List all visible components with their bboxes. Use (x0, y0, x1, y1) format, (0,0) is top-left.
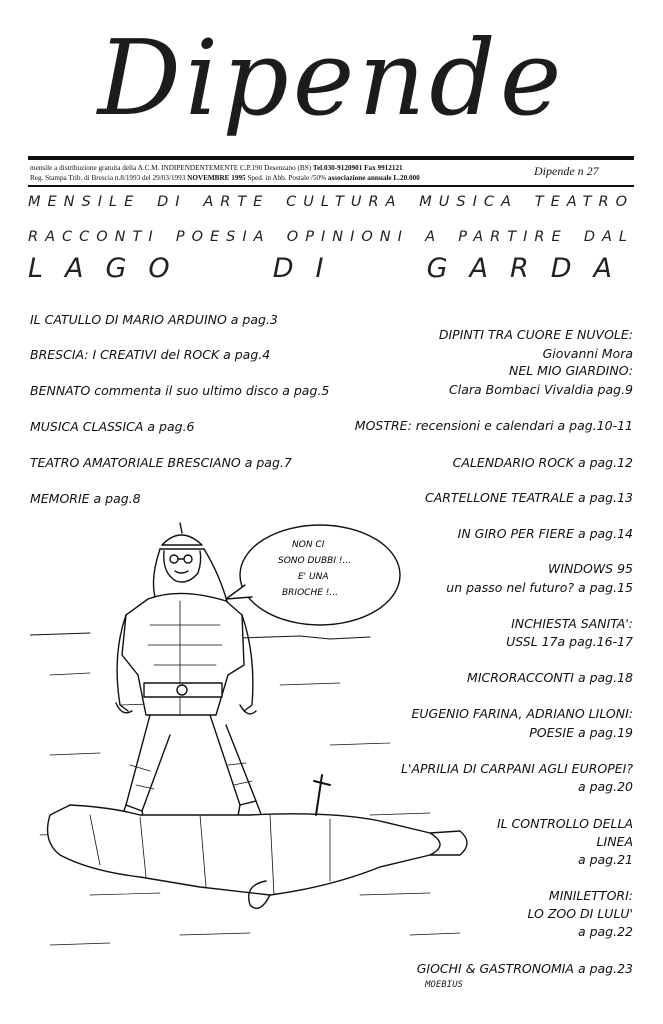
toc-right-item: MOSTRE: recensioni e calendari a pag.10-11 (354, 418, 633, 433)
toc-left-item: MEMORIE a pag.8 (30, 491, 141, 506)
artist-signature: MOEBIUS (425, 980, 463, 990)
bubble-text-line1: NON CI (292, 540, 325, 550)
toc-right-item: USSL 17a pag.16-17 (506, 634, 633, 649)
bubble-text-line2: SONO DUBBI !... (278, 556, 352, 566)
postal-text: Sped. in Abb. Postale /50% (247, 174, 327, 182)
toc-right-item: L'APRILIA DI CARPANI AGLI EUROPEI? (401, 761, 633, 776)
toc-right-item: LINEA (596, 834, 633, 849)
header-rule-top (28, 156, 634, 160)
toc-right-item: un passo nel futuro? a pag.15 (446, 580, 633, 595)
toc-right-item: IN GIRO PER FIERE a pag.14 (457, 526, 633, 541)
toc-left-item: BRESCIA: I CREATIVI del ROCK a pag.4 (30, 347, 271, 362)
toc-right-item: MINILETTORI: (548, 888, 633, 903)
toc-right-item: POESIE a pag.19 (529, 725, 633, 740)
toc-right-item: a pag.22 (577, 924, 633, 939)
toc-right-item: NEL MIO GIARDINO: (508, 363, 633, 378)
registration-text: Reg. Stampa Trib. di Brescia n.8/1993 del 29/03/1993 (30, 174, 186, 182)
toc-right-item: IL CONTROLLO DELLA (496, 816, 633, 831)
issue-date: NOVEMBRE 1995 (187, 174, 246, 182)
toc-right-item: DIPINTI TRA CUORE E NUVOLE: (438, 327, 633, 342)
toc-left-item: MUSICA CLASSICA a pag.6 (30, 419, 195, 434)
subtitle-line-3: LAGO DI GARDA (28, 253, 634, 284)
bubble-text-line4: BRIOCHE !... (282, 588, 338, 598)
toc-right-item: Clara Bombaci Vivaldia pag.9 (449, 382, 633, 397)
publisher-info-line2 (30, 174, 420, 182)
bubble-text-line3: E' UNA (298, 572, 329, 582)
toc-right-item: GIOCHI & GASTRONOMIA a pag.23 (416, 961, 633, 976)
toc-right-item: MICRORACCONTI a pag.18 (467, 670, 633, 685)
comic-illustration (30, 515, 490, 995)
publisher-info-text: mensile a distribuzione gratuita della A.C.M. INDIPENDENTEMENTE C.P.190 Desenzano (BS) (30, 164, 312, 172)
toc-right-item: a pag.20 (577, 779, 633, 794)
subscription-text: associazione annuale L.20.000 (327, 174, 420, 182)
toc-right-item: INCHIESTA SANITA': (511, 616, 633, 631)
toc-right-item: LO ZOO DI LULU' (527, 906, 633, 921)
toc-right-item: WINDOWS 95 (547, 561, 633, 576)
subtitle-line-2: RACCONTI POESIA OPINIONI A PARTIRE DAL (28, 229, 634, 245)
header-rule-bottom (28, 185, 634, 187)
toc-right-item: CARTELLONE TEATRALE a pag.13 (424, 490, 633, 505)
toc-right-item: CALENDARIO ROCK a pag.12 (452, 455, 633, 470)
publisher-info-line1 (30, 164, 403, 172)
toc-right-item: EUGENIO FARINA, ADRIANO LILONI: (411, 706, 633, 721)
toc-left-item: TEATRO AMATORIALE BRESCIANO a pag.7 (30, 455, 292, 470)
issue-number: Dipende n 27 (534, 164, 599, 178)
toc-left-item: BENNATO commenta il suo ultimo disco a pag.5 (30, 383, 330, 398)
masthead-title: Dipende (97, 17, 566, 139)
toc-right-item: a pag.21 (577, 852, 633, 867)
toc-left-item: IL CATULLO DI MARIO ARDUINO a pag.3 (30, 312, 278, 327)
toc-right-item: Giovanni Mora (542, 346, 633, 361)
contact-numbers: Tel.030-9120901 Fax 9912121 (312, 164, 403, 172)
subtitle-line-1: MENSILE DI ARTE CULTURA MUSICA TEATRO (28, 194, 634, 210)
